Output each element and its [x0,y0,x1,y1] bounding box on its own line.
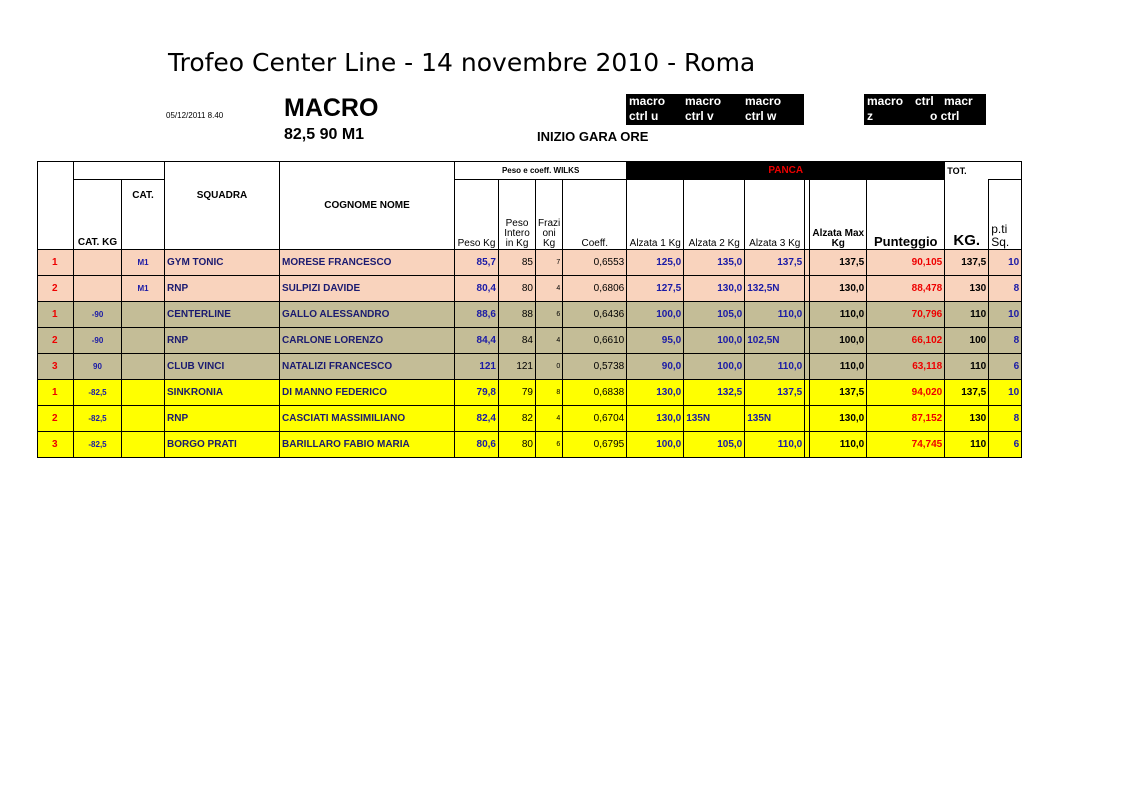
alzata1-cell: 127,5 [627,276,684,302]
cat-cell [122,302,165,328]
coeff-cell: 0,6795 [563,432,627,458]
macro-o-ctrl-key[interactable]: o ctrl [930,109,960,123]
alzata3-cell: 137,5 [745,250,805,276]
table-row [38,380,1022,406]
athlete-cell: BARILLARO FABIO MARIA [280,432,455,458]
peso-cell: 80,4 [455,276,499,302]
macro-v-label[interactable]: macro [685,94,722,108]
athlete-cell: DI MANNO FEDERICO [280,380,455,406]
frazioni-header: Frazi oni Kg [536,180,563,250]
alzata-max-cell: 110,0 [810,432,867,458]
alzata3-cell: 132,5N [745,276,805,302]
tot-cell: 100 [945,328,989,354]
athlete-cell: MORESE FRANCESCO [280,250,455,276]
cat-kg-cell [74,250,122,276]
coeff-cell: 0,5738 [563,354,627,380]
points-cell: 8 [989,406,1022,432]
tot-cell: 137,5 [945,250,989,276]
punteggio-cell: 70,796 [867,302,945,328]
alzata3-cell: 110,0 [745,302,805,328]
cat-kg-cell [74,276,122,302]
tot-cell: 130 [945,276,989,302]
frazioni-cell: 8 [536,380,563,406]
rank-cell: 1 [38,380,74,406]
macro-buttons-box [626,94,804,125]
cat-cell: M1 [122,250,165,276]
coeff-cell: 0,6806 [563,276,627,302]
alzata2-cell: 135N [684,406,745,432]
peso-cell: 84,4 [455,328,499,354]
peso-cell: 85,7 [455,250,499,276]
athlete-cell: CARLONE LORENZO [280,328,455,354]
alzata-max-cell: 137,5 [810,380,867,406]
sheet-heading: MACRO [284,94,379,122]
alzata2-cell: 132,5 [684,380,745,406]
cat-cell [122,328,165,354]
cat-cell [122,380,165,406]
alzata3-cell: 110,0 [745,432,805,458]
peso-intero-cell: 88 [499,302,536,328]
macro-w-label[interactable]: macro [745,94,782,108]
coeff-cell: 0,6704 [563,406,627,432]
athlete-cell: CASCIATI MASSIMILIANO [280,406,455,432]
macro-macr-label[interactable]: macr [944,94,973,108]
alzata2-cell: 100,0 [684,354,745,380]
cat-kg-header: CAT. KG [74,180,122,250]
alzata3-cell: 102,5N [745,328,805,354]
peso-intero-cell: 85 [499,250,536,276]
frazioni-cell: 4 [536,276,563,302]
peso-cell: 121 [455,354,499,380]
cat-kg-cell: -90 [74,328,122,354]
rank-cell: 1 [38,302,74,328]
macro-v-key[interactable]: ctrl v [685,109,714,123]
alzata1-cell: 90,0 [627,354,684,380]
cat-kg-cell: -90 [74,302,122,328]
table-row [38,354,1022,380]
alzata-max-cell: 130,0 [810,276,867,302]
pos-header-cell [38,162,74,250]
frazioni-cell: 0 [536,354,563,380]
squadra-top-cell [165,162,280,180]
peso-intero-header: Peso Intero in Kg [499,180,536,250]
punteggio-cell: 74,745 [867,432,945,458]
alzata1-cell: 130,0 [627,380,684,406]
peso-intero-cell: 121 [499,354,536,380]
tot-cell: 110 [945,432,989,458]
table-row [38,250,1022,276]
alzata2-cell: 105,0 [684,302,745,328]
coeff-cell: 0,6436 [563,302,627,328]
alzata-max-cell: 110,0 [810,302,867,328]
cat-kg-cell: -82,5 [74,380,122,406]
points-cell: 6 [989,432,1022,458]
punteggio-cell: 87,152 [867,406,945,432]
cognome-header: COGNOME NOME [280,162,455,250]
points-cell: 10 [989,380,1022,406]
points-cell: 10 [989,250,1022,276]
cat-kg-cell: 90 [74,354,122,380]
coeff-cell: 0,6610 [563,328,627,354]
alzata2-cell: 130,0 [684,276,745,302]
rank-cell: 3 [38,432,74,458]
tot-cell: 110 [945,354,989,380]
peso-intero-cell: 80 [499,432,536,458]
peso-intero-cell: 80 [499,276,536,302]
rank-cell: 3 [38,354,74,380]
alzata1-cell: 100,0 [627,302,684,328]
categories-subtitle: 82,5 90 M1 [284,126,365,143]
team-cell: CLUB VINCI [165,354,280,380]
peso-intero-cell: 79 [499,380,536,406]
cat-cell [122,406,165,432]
squadra-header: SQUADRA [165,180,280,250]
macro-z-key[interactable]: z [867,109,873,123]
alzata1-cell: 100,0 [627,432,684,458]
macro-u-label[interactable]: macro [629,94,666,108]
punteggio-cell: 94,020 [867,380,945,406]
rank-cell: 2 [38,406,74,432]
team-cell: BORGO PRATI [165,432,280,458]
alzata3-cell: 137,5 [745,380,805,406]
coeff-cell: 0,6838 [563,380,627,406]
macro-w-key[interactable]: ctrl w [745,109,777,123]
tot-cell: 137,5 [945,380,989,406]
alzata2-cell: 105,0 [684,432,745,458]
peso-group-header: Peso e coeff. WILKS [455,162,627,180]
alzata-max-cell: 100,0 [810,328,867,354]
macro-z-box [864,94,986,125]
rank-cell: 1 [38,250,74,276]
alzata1-header: Alzata 1 Kg [627,180,684,250]
tot-cell: 110 [945,302,989,328]
start-time-label: INIZIO GARA ORE [537,129,649,144]
punteggio-header: Punteggio [867,180,945,250]
macro-u-key[interactable]: ctrl u [629,109,659,123]
peso-cell: 82,4 [455,406,499,432]
peso-cell: 79,8 [455,380,499,406]
results-table [37,161,1022,458]
athlete-cell: SULPIZI DAVIDE [280,276,455,302]
peso-cell: 88,6 [455,302,499,328]
punteggio-cell: 90,105 [867,250,945,276]
coeff-cell: 0,6553 [563,250,627,276]
alzata-max-header: Alzata Max Kg [810,180,867,250]
team-cell: SINKRONIA [165,380,280,406]
team-cell: RNP [165,406,280,432]
tot-header: TOT. [945,162,1022,180]
coeff-header: Coeff. [563,180,627,250]
team-cell: CENTERLINE [165,302,280,328]
athlete-cell: GALLO ALESSANDRO [280,302,455,328]
punteggio-cell: 66,102 [867,328,945,354]
frazioni-cell: 4 [536,406,563,432]
punteggio-cell: 88,478 [867,276,945,302]
rank-cell: 2 [38,276,74,302]
points-cell: 8 [989,276,1022,302]
rank-cell: 2 [38,328,74,354]
page-title: Trofeo Center Line - 14 novembre 2010 - Roma [168,48,756,77]
alzata1-cell: 95,0 [627,328,684,354]
alzata2-cell: 135,0 [684,250,745,276]
results-body [38,250,1022,458]
alzata2-cell: 100,0 [684,328,745,354]
athlete-cell: NATALIZI FRANCESCO [280,354,455,380]
peso-intero-cell: 84 [499,328,536,354]
frazioni-cell: 7 [536,250,563,276]
table-row [38,328,1022,354]
kg-header: KG. [945,180,989,250]
points-cell: 8 [989,328,1022,354]
alzata-max-cell: 110,0 [810,354,867,380]
cat-cell [122,432,165,458]
cat-kg-cell: -82,5 [74,406,122,432]
alzata3-cell: 135N [745,406,805,432]
alzata-max-cell: 137,5 [810,250,867,276]
peso-kg-header: Peso Kg [455,180,499,250]
punteggio-cell: 63,118 [867,354,945,380]
alzata2-header: Alzata 2 Kg [684,180,745,250]
cat-cell: M1 [122,276,165,302]
table-row [38,302,1022,328]
alzata1-cell: 125,0 [627,250,684,276]
peso-cell: 80,6 [455,432,499,458]
cat-header: CAT. [122,180,165,250]
table-row [38,406,1022,432]
peso-intero-cell: 82 [499,406,536,432]
table-row [38,276,1022,302]
frazioni-cell: 6 [536,432,563,458]
macro-z-label[interactable]: macro [867,94,904,108]
cat-kg-cell: -82,5 [74,432,122,458]
frazioni-cell: 6 [536,302,563,328]
team-cell: GYM TONIC [165,250,280,276]
cat-top-cell [74,162,165,180]
table-row [38,432,1022,458]
alzata3-header: Alzata 3 Kg [745,180,805,250]
team-cell: RNP [165,276,280,302]
tot-cell: 130 [945,406,989,432]
alzata1-cell: 130,0 [627,406,684,432]
alzata3-cell: 110,0 [745,354,805,380]
cat-cell [122,354,165,380]
pti-header: p.ti Sq. [989,180,1022,250]
points-cell: 10 [989,302,1022,328]
macro-ctrl-label[interactable]: ctrl [915,94,934,108]
print-timestamp: 05/12/2011 8.40 [166,111,224,120]
frazioni-cell: 4 [536,328,563,354]
points-cell: 6 [989,354,1022,380]
team-cell: RNP [165,328,280,354]
panca-header: PANCA [627,162,945,180]
alzata-max-cell: 130,0 [810,406,867,432]
